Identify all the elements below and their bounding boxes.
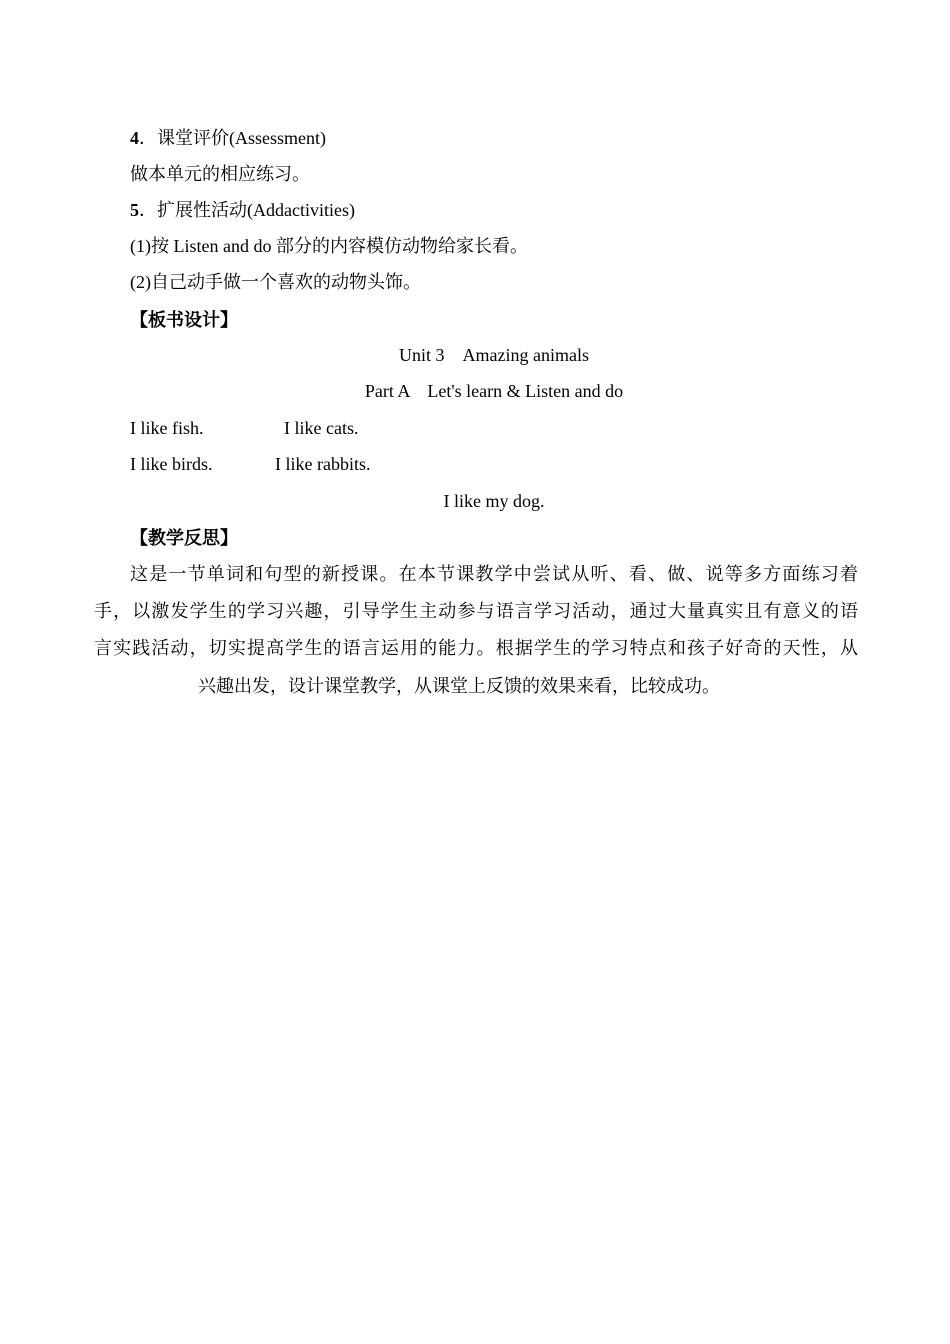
reflection-line-1: 这是一节单词和句型的新授课。在本节课教学中尝试从听、看、做、说等多方面练习着 [130,564,858,584]
board-part-title: Part A Let's learn & Listen and do [364,381,624,401]
assessment-number: 4 [130,128,139,148]
extension-item-1: (1)按 Listen and do 部分的内容模仿动物给家长看。 [130,236,528,256]
board-design-heading: 【板书设计】 [130,310,238,330]
assessment-body: 做本单元的相应练习。 [130,164,310,184]
assessment-heading [130,126,326,150]
board-unit-title: Unit 3 Amazing animals [399,345,589,365]
extension-item-2: (2)自己动手做一个喜欢的动物头饰。 [130,272,421,292]
extension-title: ．扩展性活动(Addactivities) [139,200,355,220]
board-row3-center: I like my dog. [443,491,545,511]
reflection-line-2: 手，以激发学生的学习兴趣，引导学生主动参与语言学习活动，通过大量真实且有意义的语 [94,601,858,621]
board-row2-left: I like birds. [130,454,213,474]
reflection-line-3: 言实践活动，切实提高学生的语言运用的能力。根据学生的学习特点和孩子好奇的天性，从 [94,638,858,658]
extension-number: 5 [130,200,139,220]
assessment-title: ．课堂评价(Assessment) [139,128,326,148]
reflection-line-4: 兴趣出发，设计课堂教学，从课堂上反馈的效果来看，比较成功。 [198,676,720,696]
extension-heading [130,198,355,222]
board-row2-right: I like rabbits. [275,454,371,474]
board-row1-right: I like cats. [284,418,359,438]
reflection-heading: 【教学反思】 [130,528,238,548]
board-row1-left: I like fish. [130,418,204,438]
